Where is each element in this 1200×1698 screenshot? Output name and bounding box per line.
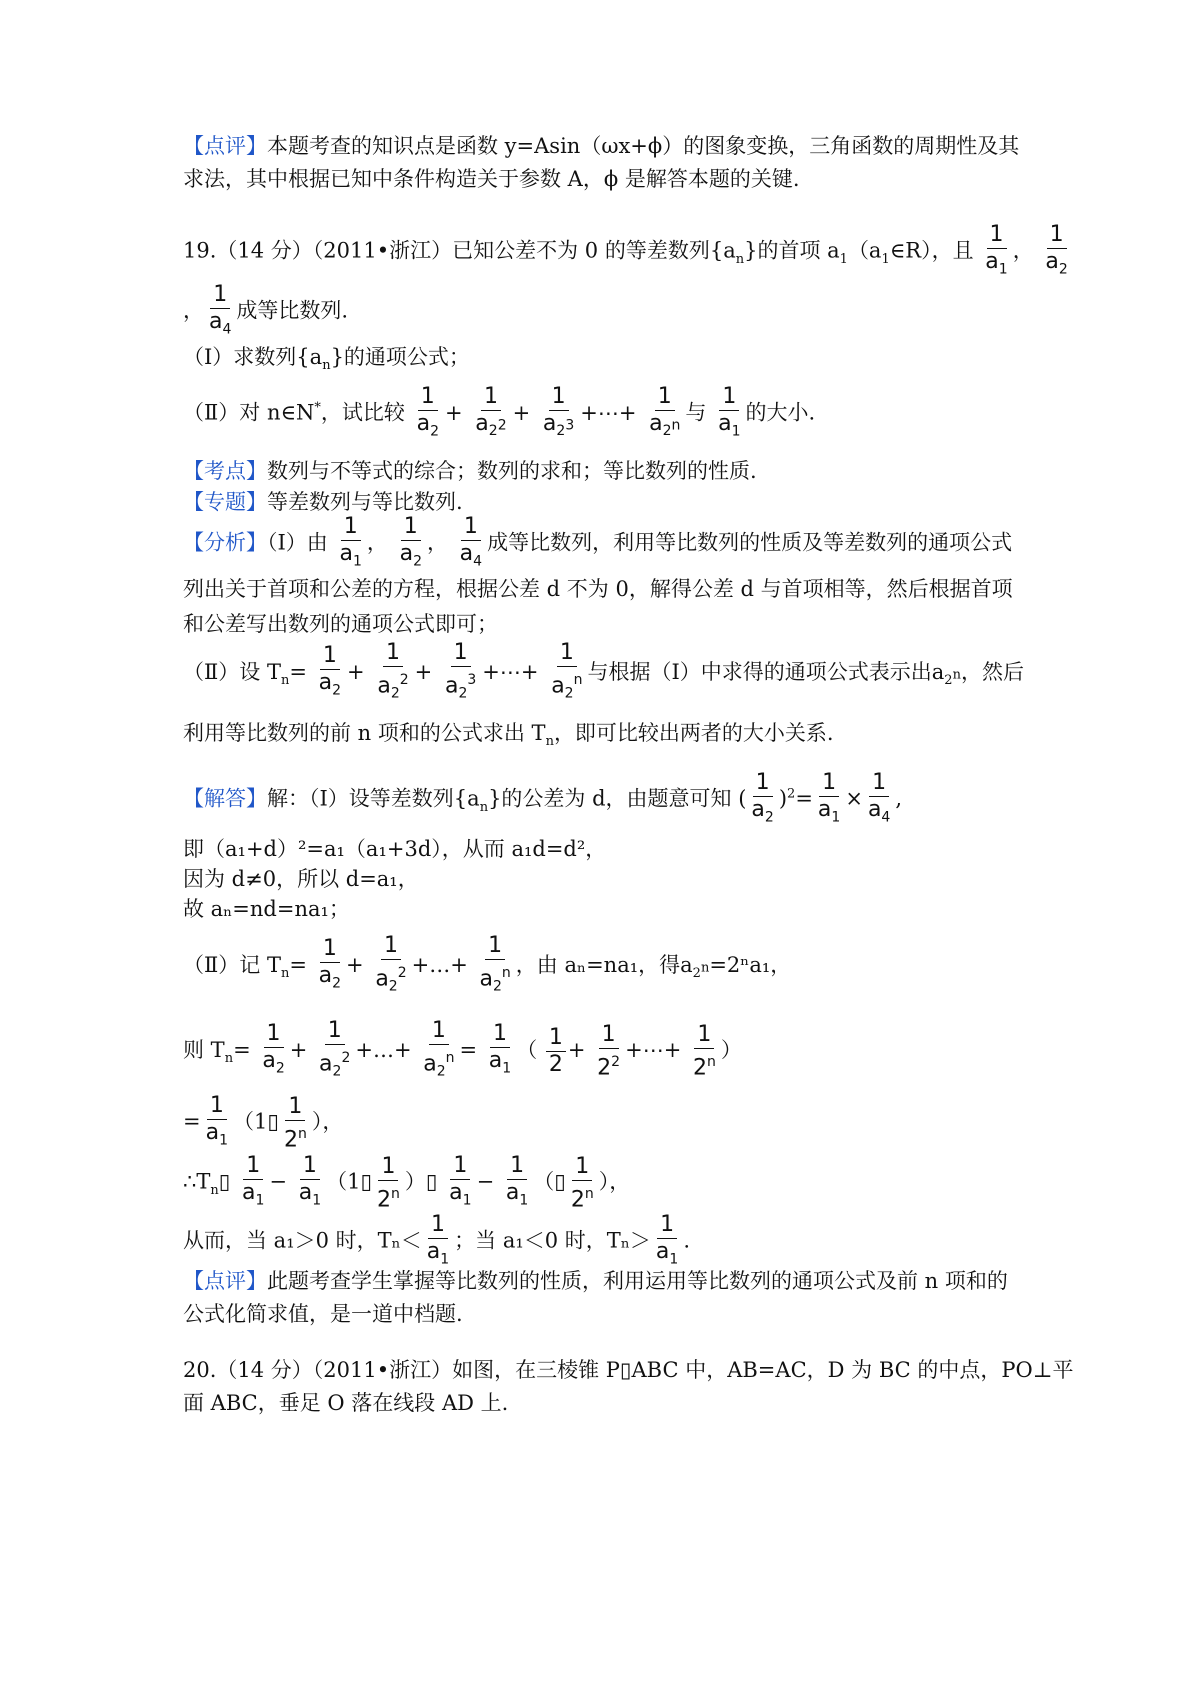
fraction: $\frac{1}{2^n}$	[692, 1021, 716, 1081]
jieda-line2: 即（a₁+d）²=a₁（a₁+3d），从而 a₁d=d²，	[183, 837, 607, 861]
fraction: $\frac{1}{a_1}$	[339, 514, 362, 570]
q19-part1: （Ⅰ）求数列$\{a_n\}$的通项公式；	[183, 345, 470, 374]
fenxi-line1: 【分析】（Ⅰ）由 $\frac{1}{a_1}$ ， $\frac{1}{a_2}$ ， $\frac{1}{a_4}$ 成等比数列，利用等比数列的性质及等差数列的通项公式	[183, 514, 1033, 574]
fraction: $\frac{1}{a_2}$	[751, 770, 774, 826]
jieda-line3: 因为 d≠0，所以 d=a₁，	[183, 867, 419, 891]
zhuanti: 【专题】等差数列与等比数列.	[183, 490, 463, 514]
fraction: $\frac{1}{a_1}$	[817, 770, 841, 826]
fraction: $\frac{1}{a_1}$	[449, 1153, 472, 1209]
jieda-line8: $\therefore T_n▯$ $\frac{1}{a_1}$ − $\frac{1}{a_1}$ （1▯ $\frac{1}{2^n}$ ）▯ $\frac{1}{a_1}$ − $\frac{1}{a_1}$ （▯ $\frac{1}{2^n}$ ），	[183, 1153, 631, 1212]
fraction: $\frac{1}{a_1}$	[505, 1153, 529, 1209]
q20-line2: 面 ABC，垂足 O 落在线段 AD 上.	[183, 1391, 509, 1415]
fraction: $\frac{1}{a_4}$	[209, 282, 232, 338]
fenxi-line2: 列出关于首项和公差的方程，根据公差 d 不为 0，解得公差 d 与首项相等，然后根据首项	[183, 577, 1013, 601]
fraction: $\frac{1}{a_2^2}$	[377, 640, 409, 702]
fraction: $\frac{1}{a_1}$	[426, 1212, 450, 1268]
fenxi-part2: （Ⅱ）设 $T_n=$ $\frac{1}{a_2}$ + $\frac{1}{a_2^2}$ + $\frac{1}{a_2^3}$ +⋯+ $\frac{1}{a_2^n}$ 与根据（Ⅰ）中求得的通项公式表示出$a_{2^n}$，然后	[183, 640, 1033, 707]
fraction: $\frac{1}{a_2}$	[262, 1021, 285, 1077]
fraction: $\frac{1}{a_2^3}$	[444, 640, 477, 702]
fraction: $\frac{1}{a_2^n}$	[479, 933, 511, 995]
fraction: $\frac{1}{a_1}$	[298, 1153, 322, 1209]
fraction: $\frac{1}{a_2^2}$	[375, 933, 407, 995]
q19-line2: ， $\frac{1}{a_4}$ 成等比数列.	[183, 282, 1033, 342]
fraction: $\frac{1}{a_2^n}$	[551, 640, 583, 702]
fraction: $\frac{1}{a_4}$	[459, 514, 483, 570]
fraction: $\frac{1}{a_1}$	[488, 1021, 512, 1077]
fenxi-part2-line2: 利用等比数列的前 n 项和的公式求出 $T_n$，即可比较出两者的大小关系.	[183, 721, 834, 750]
fraction: $\frac{1}{a_1}$	[655, 1212, 679, 1268]
fraction: $\frac{1}{2}$	[546, 1025, 566, 1078]
jieda-line7: = $\frac{1}{a_1}$ （1▯ $\frac{1}{2^n}$ ），	[183, 1093, 344, 1152]
fraction: $\frac{1}{2^n}$	[283, 1093, 307, 1152]
fraction: $\frac{1}{a_{2^2}}$	[475, 384, 507, 440]
jieda-line6: 则 $T_n=$ $\frac{1}{a_2}$ + $\frac{1}{a_2^2}$ +…+ $\frac{1}{a_2^n}$ = $\frac{1}{a_1}$ （ $\frac{1}{2}$ + $\frac{1}{2^2}$ +⋯+ $\frac{1}{2^n}$ ）	[183, 1018, 1033, 1085]
q19-header: 19.（14 分）（2011•浙江）已知公差不为 0 的等差数列$\{a_n\}$的首项 $a_1(a_1\in R)$，且 $\frac{1}{a_1}$ ， $\frac{1}{a_2}$	[183, 222, 1033, 282]
fraction: $\frac{1}{a_4}$	[867, 770, 891, 826]
prev-review-line1: 【点评】本题考查的知识点是函数 y=Asin（ωx+ϕ）的图象变换，三角函数的周期性及其	[183, 134, 1020, 158]
fraction: $\frac{1}{a_2}$	[318, 643, 342, 699]
fraction: $\frac{1}{a_2^2}$	[319, 1018, 351, 1080]
review-tag: 【点评】	[183, 134, 267, 158]
fraction: $\frac{1}{a_1}$	[205, 1093, 229, 1149]
fraction: $\frac{1}{a_1}$	[242, 1153, 265, 1209]
fraction: $\frac{1}{2^n}$	[377, 1153, 400, 1212]
fraction: $\frac{1}{2^2}$	[597, 1021, 621, 1081]
jieda-line9: 从而，当 a₁＞0 时，Tₙ＜ $\frac{1}{a_1}$ ；当 a₁＜0 时，Tₙ＞ $\frac{1}{a_1}$ .	[183, 1212, 1033, 1272]
fraction: $\frac{1}{a_2}$	[416, 384, 439, 440]
jieda-line5: （Ⅱ）记 $T_n=$ $\frac{1}{a_2}$ + $\frac{1}{a_2^2}$ +…+ $\frac{1}{a_2^n}$ ，由 aₙ=na₁，得$a_{2^n}=2^na_1$，	[183, 933, 1033, 1000]
fraction: $\frac{1}{a_1}$	[718, 384, 741, 440]
fraction: $\frac{1}{a_{2^n}}$	[649, 384, 681, 440]
jieda-line4: 故 aₙ=nd=na₁；	[183, 897, 350, 921]
fraction: $\frac{1}{a_{2^3}}$	[542, 384, 575, 440]
review-line1: 【点评】此题考查学生掌握等比数列的性质，利用运用等比数列的通项公式及前 n 项和的	[183, 1269, 1008, 1293]
fraction: $\frac{1}{a_1}$	[985, 222, 1008, 278]
fraction: $\frac{1}{2^n}$	[570, 1153, 594, 1212]
fraction: $\frac{1}{a_2}$	[1045, 222, 1068, 278]
kaodian: 【考点】数列与不等式的综合；数列的求和；等比数列的性质.	[183, 459, 757, 483]
fraction: $\frac{1}{a_2}$	[399, 514, 422, 570]
fenxi-line3: 和公差写出数列的通项公式即可；	[183, 612, 498, 636]
q19-part2: （Ⅱ）对 n∈N*，试比较 $\frac{1}{a_2}$ + $\frac{1}{a_{2^2}}$ + $\frac{1}{a_{2^3}}$ +⋯+ $\frac{1}{a_{2^n}}$ 与 $\frac{1}{a_1}$ 的大小.	[183, 384, 1033, 444]
fraction: $\frac{1}{a_2^n}$	[423, 1018, 455, 1080]
jieda-line1: 【解答】解：（Ⅰ）设等差数列$\{a_n\}$的公差为 d，由题意可知 ( $\frac{1}{a_2}$ )$^2$= $\frac{1}{a_1}$ × $\frac{1}{a_4}$ ,	[183, 770, 1033, 830]
review-line2: 公式化简求值，是一道中档题.	[183, 1302, 463, 1326]
fraction: $\frac{1}{a_2}$	[318, 936, 342, 992]
prev-review-line2: 求法，其中根据已知中条件构造关于参数 A，ϕ 是解答本题的关键.	[183, 167, 800, 191]
q20-line1: 20.（14 分）（2011•浙江）如图，在三棱锥 P▯ABC 中，AB=AC，D 为 BC 的中点，PO⊥平	[183, 1358, 1074, 1382]
